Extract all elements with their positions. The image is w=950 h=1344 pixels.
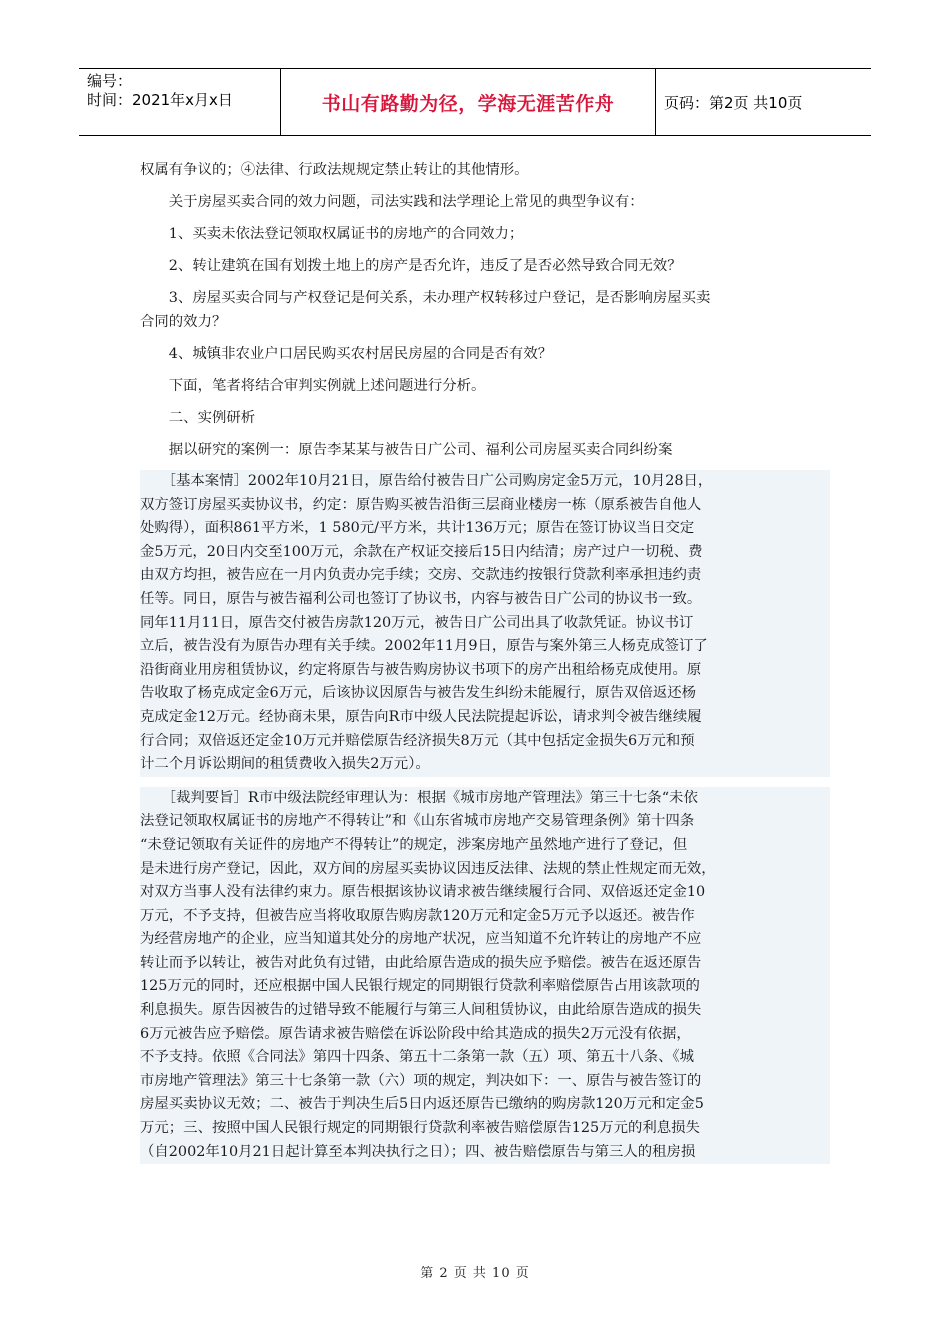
text-line: 由双方均担，被告应在一月内负责办完手续；交房、交款违约按银行贷款利率承担违约责 <box>140 567 702 584</box>
text-line: ［裁判要旨］R市中级法院经审理认为：根据《城市房地产管理法》第三十七条“未依 <box>140 789 698 806</box>
text-line: 市房地产管理法》第三十七条第一款（六）项的规定，判决如下：一、原告与被告签订的 <box>140 1072 702 1089</box>
text-line: 万元；三、按照中国人民银行规定的同期银行贷款利率被告赔偿原告125万元的利息损失 <box>140 1120 700 1137</box>
text-line: 金5万元，20日内交至100万元，余款在产权证交接后15日内结清；房产过户一切税、费 <box>140 543 703 560</box>
header-page-label: 页码：第2页 共10页 <box>664 93 803 112</box>
text-line: （自2002年10月21日起计算至本判决执行之日）；四、被告赔偿原告与第三人的租房损 <box>140 1143 696 1160</box>
text-line: 同年11月11日，原告交付被告房款120万元，被告日广公司出具了收款凭证。协议书订 <box>140 614 694 631</box>
paragraph: 权属有争议的；④法律、行政法规规定禁止转让的其他情形。 <box>140 162 529 178</box>
paragraph: 1、买卖未依法登记领取权属证书的房地产的合同效力； <box>140 226 524 242</box>
text-line: 计二个月诉讼期间的租赁费收入损失2万元）。 <box>140 756 430 773</box>
text-line: ［基本案情］2002年10月21日，原告给付被告日广公司购房定金5万元，10月28日， <box>140 473 713 489</box>
document-number-label: 编号： <box>87 72 133 90</box>
text-line: 为经营房地产的企业，应当知道其处分的房地产状况，应当知道不允许转让的房地产不应 <box>140 931 702 948</box>
text-line: 不予支持。依照《合同法》第四十四条、第五十二条第一款（五）项、第五十八条、《城 <box>140 1049 695 1066</box>
paragraph: 2、转让建筑在国有划拨土地上的房产是否允许，违反了是否必然导致合同无效？ <box>140 258 682 274</box>
paragraph: 3、房屋买卖合同与产权登记是何关系，未办理产权转移过户登记，是否影响房屋买卖 <box>140 290 711 306</box>
paragraph: 关于房屋买卖合同的效力问题，司法实践和法学理论上常见的典型争议有： <box>140 194 644 210</box>
text-line: 125万元的同时，还应根据中国人民银行规定的同期银行贷款利率赔偿原告占用该款项的 <box>140 978 700 995</box>
header-motto: 书山有路勤为径，学海无涯苦作舟 <box>281 69 656 135</box>
paragraph: 据以研究的案例一：原告李某某与被告日广公司、福利公司房屋买卖合同纠纷案 <box>140 442 673 458</box>
text-line: 告收取了杨克成定金6万元，后该协议因原告与被告发生纠纷未能履行，原告双倍返还杨 <box>140 685 697 702</box>
document-body <box>140 154 830 1164</box>
paragraph: 合同的效力？ <box>140 314 227 330</box>
text-line: 房屋买卖协议无效；二、被告于判决生后5日内返还原告已缴纳的购房款120万元和定金5 <box>140 1096 704 1113</box>
ruling-block <box>140 787 830 1165</box>
text-line: 立后，被告没有为原告办理有关手续。2002年11月9日，原告与案外第三人杨克成签订了 <box>140 638 708 655</box>
page-footer: 第 2 页 共 10 页 <box>420 1266 530 1281</box>
header-table <box>79 68 871 136</box>
text-line: 对双方当事人没有法律约束力。原告根据该协议请求被告继续履行合同、双倍返还定金10 <box>140 884 706 901</box>
header-meta <box>79 69 281 135</box>
text-line: 是未进行房产登记，因此，双方间的房屋买卖协议因违反法律、法规的禁止性规定而无效， <box>140 860 716 877</box>
text-line: 利息损失。原告因被告的过错导致不能履行与第三人间租赁协议，由此给原告造成的损失 <box>140 1002 702 1019</box>
text-line: “未登记领取有关证件的房地产不得转让”的规定，涉案房地产虽然地产进行了登记，但 <box>140 836 688 853</box>
text-line: 处购得），面积861平方米，1 580元/平方米，共计136万元；原告在签订协议当日交定 <box>140 520 695 537</box>
text-line: 行合同；双倍返还定金10万元并赔偿原告经济损失8万元（其中包括定金损失6万元和预 <box>140 732 695 749</box>
text-line: 万元，不予支持，但被告应当将收取原告购房款120万元和定金5万元予以返还。被告作 <box>140 907 695 924</box>
text-line: 法登记领取权属证书的房地产不得转让”和《山东省城市房地产交易管理条例》第十四条 <box>140 813 695 830</box>
case-facts-block <box>140 470 830 777</box>
document-date-label: 时间：2021年x月x日 <box>87 91 233 109</box>
section-heading: 二、实例研析 <box>140 410 256 426</box>
text-line: 转让而予以转让，被告对此负有过错，由此给原告造成的损失应予赔偿。被告在返还原告 <box>140 954 702 971</box>
text-line: 任等。同日，原告与被告福利公司也签订了协议书，内容与被告日广公司的协议书一致。 <box>140 590 702 607</box>
text-line: 6万元被告应予赔偿。原告请求被告赔偿在诉讼阶段中给其造成的损失2万元没有依据， <box>140 1025 691 1042</box>
paragraph: 4、城镇非农业户口居民购买农村居民房屋的合同是否有效？ <box>140 346 553 362</box>
text-line: 克成定金12万元。经协商未果，原告向R市中级人民法院提起诉讼，请求判令被告继续履 <box>140 708 702 725</box>
text-line: 双方签订房屋买卖协议书，约定：原告购买被告沿街三层商业楼房一栋（原系被告自他人 <box>140 496 702 513</box>
text-line: 沿街商业用房租赁协议，约定将原告与被告购房协议书项下的房产出租给杨克成使用。原 <box>140 661 702 678</box>
paragraph: 下面，笔者将结合审判实例就上述问题进行分析。 <box>140 378 486 394</box>
